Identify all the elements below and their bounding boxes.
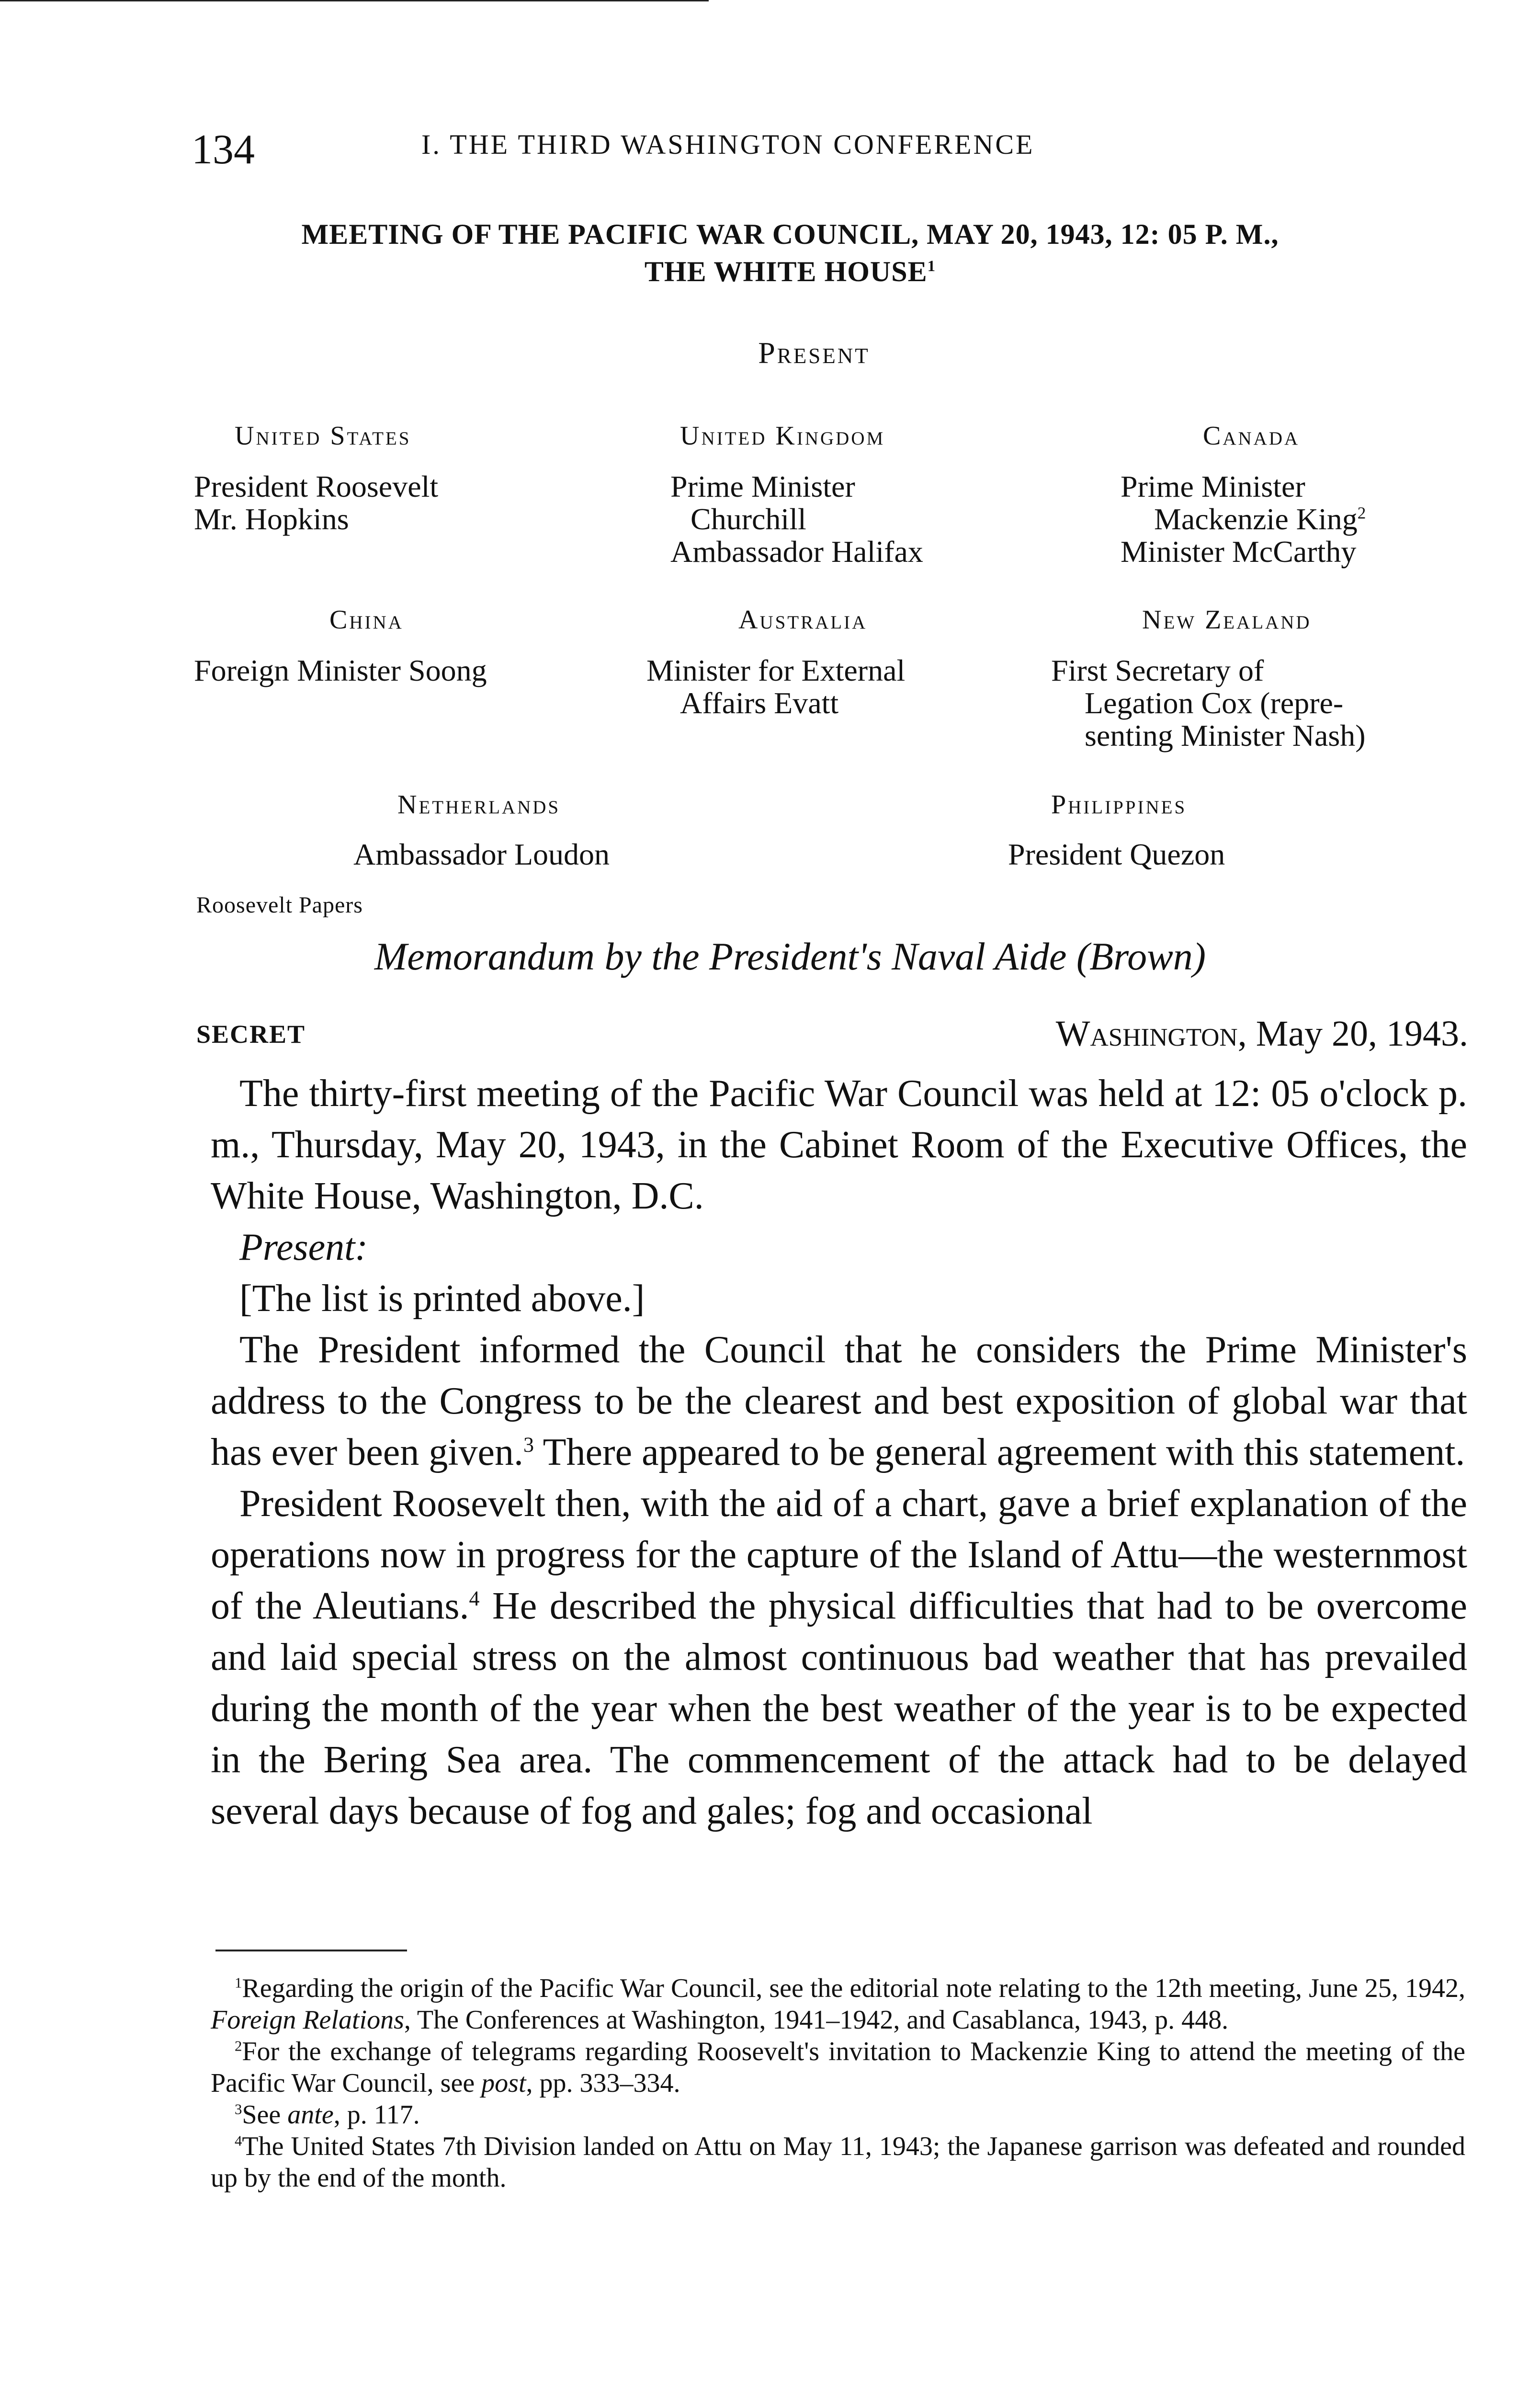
delegate-name: President Quezon [1008,837,1225,871]
delegate-name: First Secretary of [1051,653,1264,687]
footnote-number: 2 [235,2038,242,2054]
footnote-4 [211,2131,1465,2194]
footnote-number: 4 [235,2133,242,2149]
china-delegates [194,654,487,687]
paragraph-text: He described the physical difficulties that had to be overcome and laid special stress on the almost continuous bad weather that has prevailed during the month of the year when the best weather of the year is to be expected in the Bering Sea area. The commencement of the attack had to be delayed several days because of fog and gales; fog and occasional [211,1585,1467,1832]
page-number: 134 [192,126,255,173]
footnote-text: , pp. 333–334. [526,2068,680,2098]
footnote-text: Regarding the origin of the Pacific War Council, see the editorial note relating to the 12th meeting, June 25, 1942, [242,1973,1465,2003]
china-heading: China [329,605,404,635]
united-kingdom-heading: United Kingdom [680,421,885,451]
delegate-name: Foreign Minister Soong [194,653,487,687]
delegate-name: Ambassador Loudon [353,837,610,871]
netherlands-heading: Netherlands [397,790,561,820]
new-zealand-heading: New Zealand [1142,605,1312,635]
delegate-name: Mackenzie King [1154,502,1358,536]
new-zealand-delegates [1051,654,1366,752]
footnote-3 [211,2099,1465,2131]
united-kingdom-delegates [670,470,923,568]
footnote-rule [215,1950,407,1951]
memo-body [211,1068,1467,1837]
memo-title: Memorandum by the President's Naval Aide (Brown) [374,935,1206,978]
dateline-date: , May 20, 1943. [1237,1014,1468,1054]
body-paragraph: The thirty-first meeting of the Pacific War Council was held at 12: 05 o'clock p. m., Thursday, May 20, 1943, in the Cabinet Room of the Executive Offices, the White House, Washington, D.C. [211,1072,1467,1217]
meeting-title-line-2 [144,253,1437,290]
paragraph-text: There appeared to be general agreement with this statement. [534,1431,1465,1473]
australia-delegates [646,654,905,719]
footnote-ref-1: 1 [927,258,936,275]
footnote-italic: Foreign Relations [211,2005,404,2035]
footnote-text: The United States 7th Division landed on Attu on May 11, 1943; the Japanese garrison was defeated and rounded up by the end of the month. [211,2132,1465,2193]
footnote-text: See [242,2100,288,2130]
meeting-title-text: THE WHITE HOUSE [644,256,928,287]
footnote-1 [211,1973,1465,2036]
footnote-italic: post [481,2068,526,2098]
footnote-ref-3: 3 [523,1433,534,1457]
united-states-heading: United States [235,421,411,451]
top-rule [0,0,709,1]
body-paragraph [211,1478,1467,1837]
dateline-place: Washington [1055,1014,1238,1054]
running-title: I. THE THIRD WASHINGTON CONFERENCE [421,129,1035,160]
classification-label: SECRET [196,1020,306,1049]
delegate-name: Prime Minister [1121,469,1305,503]
delegate-name: senting Minister Nash) [1085,718,1366,753]
philippines-heading: Philippines [1051,790,1187,820]
meeting-title-line-1: MEETING OF THE PACIFIC WAR COUNCIL, MAY 20, 1943, 12: 05 P. M., [301,218,1279,250]
source-citation: Roosevelt Papers [196,892,363,918]
delegate-name: President Roosevelt [194,469,439,503]
footnote-ref-2: 2 [1357,503,1366,523]
dateline [1056,1013,1468,1055]
netherlands-delegates [353,838,610,871]
delegate-name: Minister McCarthy [1121,535,1357,569]
body-paragraph: [The list is printed above.] [239,1277,645,1320]
australia-heading: Australia [738,605,868,635]
delegate-name: Mr. Hopkins [194,502,349,536]
philippines-delegates [1008,838,1225,871]
paragraph-text: President Roosevelt then, with the aid of a chart, gave a brief explanation of the operations now in progress for the capture of the Island of Attu—the westernmost of the Aleutians. [211,1483,1467,1627]
delegate-name-line [1121,503,1366,536]
body-paragraph [211,1324,1467,1478]
footnotes [211,1973,1465,2194]
footnote-text: , The Conferences at Washington, 1941–1942, and Casablanca, 1943, p. 448. [404,2005,1229,2035]
footnote-2 [211,2036,1465,2099]
united-states-delegates [194,470,438,536]
delegate-name: Churchill [691,502,806,536]
footnote-ref-4: 4 [469,1586,480,1610]
delegate-name: Ambassador Halifax [670,535,923,569]
delegate-name: Minister for External [646,653,906,687]
present-heading: Present [758,336,870,370]
footnote-italic: ante [287,2100,334,2130]
footnote-text: For the exchange of telegrams regarding Roosevelt's invitation to Mackenzie King to attend the meeting of the Pacific War Council, see [211,2037,1465,2098]
canada-delegates [1121,470,1366,568]
footnote-text: , p. 117. [333,2100,420,2130]
delegate-name: Affairs Evatt [680,686,839,720]
paragraph-text: The President informed the Council that he considers the Prime Minister's address to the Congress to be the clearest and best exposition of global war that has ever been given. [211,1329,1467,1473]
footnote-number: 1 [235,1974,242,1991]
delegate-name: Legation Cox (repre- [1085,686,1344,720]
canada-heading: Canada [1203,421,1300,451]
footnote-number: 3 [235,2101,242,2118]
delegate-name: Prime Minister [670,469,855,503]
present-label: Present: [239,1226,368,1268]
